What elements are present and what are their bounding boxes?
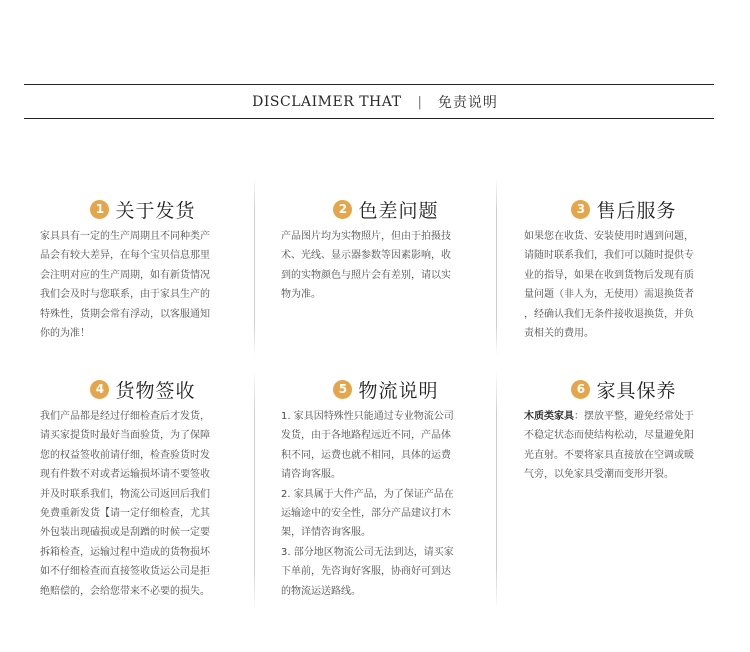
text-line: 不稳定状态而使结构松动，尽量避免阳 — [524, 430, 694, 442]
text-line: ，经确认我们无条件接收退换货，并负 — [524, 308, 694, 320]
text-line — [524, 407, 724, 426]
text-line: 绝赔偿的，会给您带来不必要的损失。 — [40, 585, 210, 597]
card-text — [40, 407, 246, 601]
text-line: 物为准。 — [281, 289, 321, 301]
header-separator: | — [417, 94, 422, 110]
number-badge: 2 — [333, 200, 352, 219]
card-title — [524, 376, 724, 402]
text-line: 家具具有一定的生产周期且不同种类产 — [40, 231, 210, 242]
card-title — [524, 196, 724, 222]
wood-furniture-label: 木质类家具 — [524, 411, 574, 422]
text-line: 业的指导，如果在收到货物后发现有质 — [524, 269, 694, 281]
text-line: 到的实物颜色与照片会有差别，请以实 — [281, 269, 451, 281]
number-badge: 4 — [90, 380, 109, 399]
card-heading: 货物签收 — [115, 379, 196, 402]
card-heading: 售后服务 — [596, 199, 677, 222]
column-divider — [254, 178, 255, 356]
text-line: 您的权益签收前请仔细，检查验货时发 — [40, 449, 210, 461]
text-line: 请买家提货时最好当面验货，为了保障 — [40, 430, 210, 442]
text-line: 发货，由于各地路程远近不同，产品体 — [281, 430, 451, 442]
text-line: 产品图片均为实物照片，但由于拍摄技 — [281, 231, 451, 242]
text-line: 架，详情咨询客服。 — [281, 527, 371, 539]
card-logistics — [281, 376, 491, 601]
text-line: 责相关的费用。 — [524, 328, 594, 340]
text-line: 2. 家具属于大件产品，为了保证产品在 — [281, 488, 454, 500]
header-title-cn: 免责说明 — [437, 95, 498, 111]
header-bottom-rule — [24, 118, 714, 119]
card-title — [40, 196, 246, 222]
card-heading: 色差问题 — [358, 199, 439, 222]
text-line: 如果您在收货、安装使用时遇到问题， — [524, 231, 694, 242]
text-line: 我们会及时与您联系，由于家具生产的 — [40, 289, 210, 301]
section-header — [0, 90, 750, 114]
text-line: 会注明对应的生产周期，如有新货情况 — [40, 269, 210, 281]
text-line: 术、光线、显示器参数等因素影响，收 — [281, 250, 451, 262]
text-line: 请随时联系我们，我们可以随时提供专 — [524, 250, 694, 262]
text-line: 外包装出现磕损或是刮蹭的时候一定要 — [40, 527, 210, 539]
text-line: 拆箱检查，运输过程中造成的货物损坏 — [40, 546, 210, 558]
text-line: 1. 家具因特殊性只能通过专业物流公司 — [281, 411, 454, 422]
text-line: 如不仔细检查而直接签收货运公司是拒 — [40, 566, 210, 578]
card-heading: 家具保养 — [596, 379, 677, 402]
text-line: 我们产品都是经过仔细检查后才发货， — [40, 411, 210, 422]
text-line: 气旁，以免家具受潮而变形开裂。 — [524, 469, 674, 481]
text-line: 运输途中的安全性，部分产品建议打木 — [281, 508, 451, 520]
card-text — [281, 407, 491, 601]
text-line: 下单前，先咨询好客服，协商好可到达 — [281, 566, 451, 578]
text-line: 量问题（非人为，无使用）需退换货者 — [524, 289, 694, 301]
header-top-rule — [24, 84, 714, 85]
number-badge: 1 — [90, 200, 109, 219]
card-after-sales — [524, 196, 724, 343]
column-divider — [496, 370, 497, 610]
text-line: 3. 部分地区物流公司无法到达，请买家 — [281, 546, 454, 558]
text-line: 特殊性，货期会常有浮动，以客服通知 — [40, 308, 210, 320]
number-badge: 6 — [571, 380, 590, 399]
card-heading: 物流说明 — [358, 379, 439, 402]
card-text — [524, 227, 724, 343]
card-title — [281, 196, 491, 222]
header-title-en: DISCLAIMER THAT — [252, 94, 402, 110]
card-text — [40, 227, 246, 343]
column-divider — [254, 370, 255, 610]
text-line: 请咨询客服。 — [281, 469, 341, 481]
text-line: 光直射。不要将家具直接放在空调或暖 — [524, 449, 694, 461]
card-text — [524, 407, 724, 485]
text-line: 品会有较大差异，在每个宝贝信息那里 — [40, 250, 210, 262]
text-line: 免费重新发货【请一定仔细检查，尤其 — [40, 508, 210, 520]
column-divider — [496, 178, 497, 356]
card-shipping — [40, 196, 246, 343]
text-line: 的物流运送路线。 — [281, 585, 361, 597]
text-line: 现有件数不对或者运输损坏请不要签收 — [40, 469, 210, 481]
card-color-difference — [281, 196, 491, 305]
card-receipt — [40, 376, 246, 601]
card-title — [40, 376, 246, 402]
text-fragment: ：摆放平整，避免经常处于 — [574, 411, 694, 422]
text-line: 你的为准！ — [40, 328, 90, 340]
number-badge: 3 — [571, 200, 590, 219]
number-badge: 5 — [333, 380, 352, 399]
card-title — [281, 376, 491, 402]
card-text — [281, 227, 491, 305]
text-line: 并及时联系我们，物流公司返回后我们 — [40, 488, 210, 500]
card-maintenance — [524, 376, 724, 485]
text-line: 积不同，运费也就不相同，具体的运费 — [281, 449, 451, 461]
card-heading: 关于发货 — [115, 199, 196, 222]
